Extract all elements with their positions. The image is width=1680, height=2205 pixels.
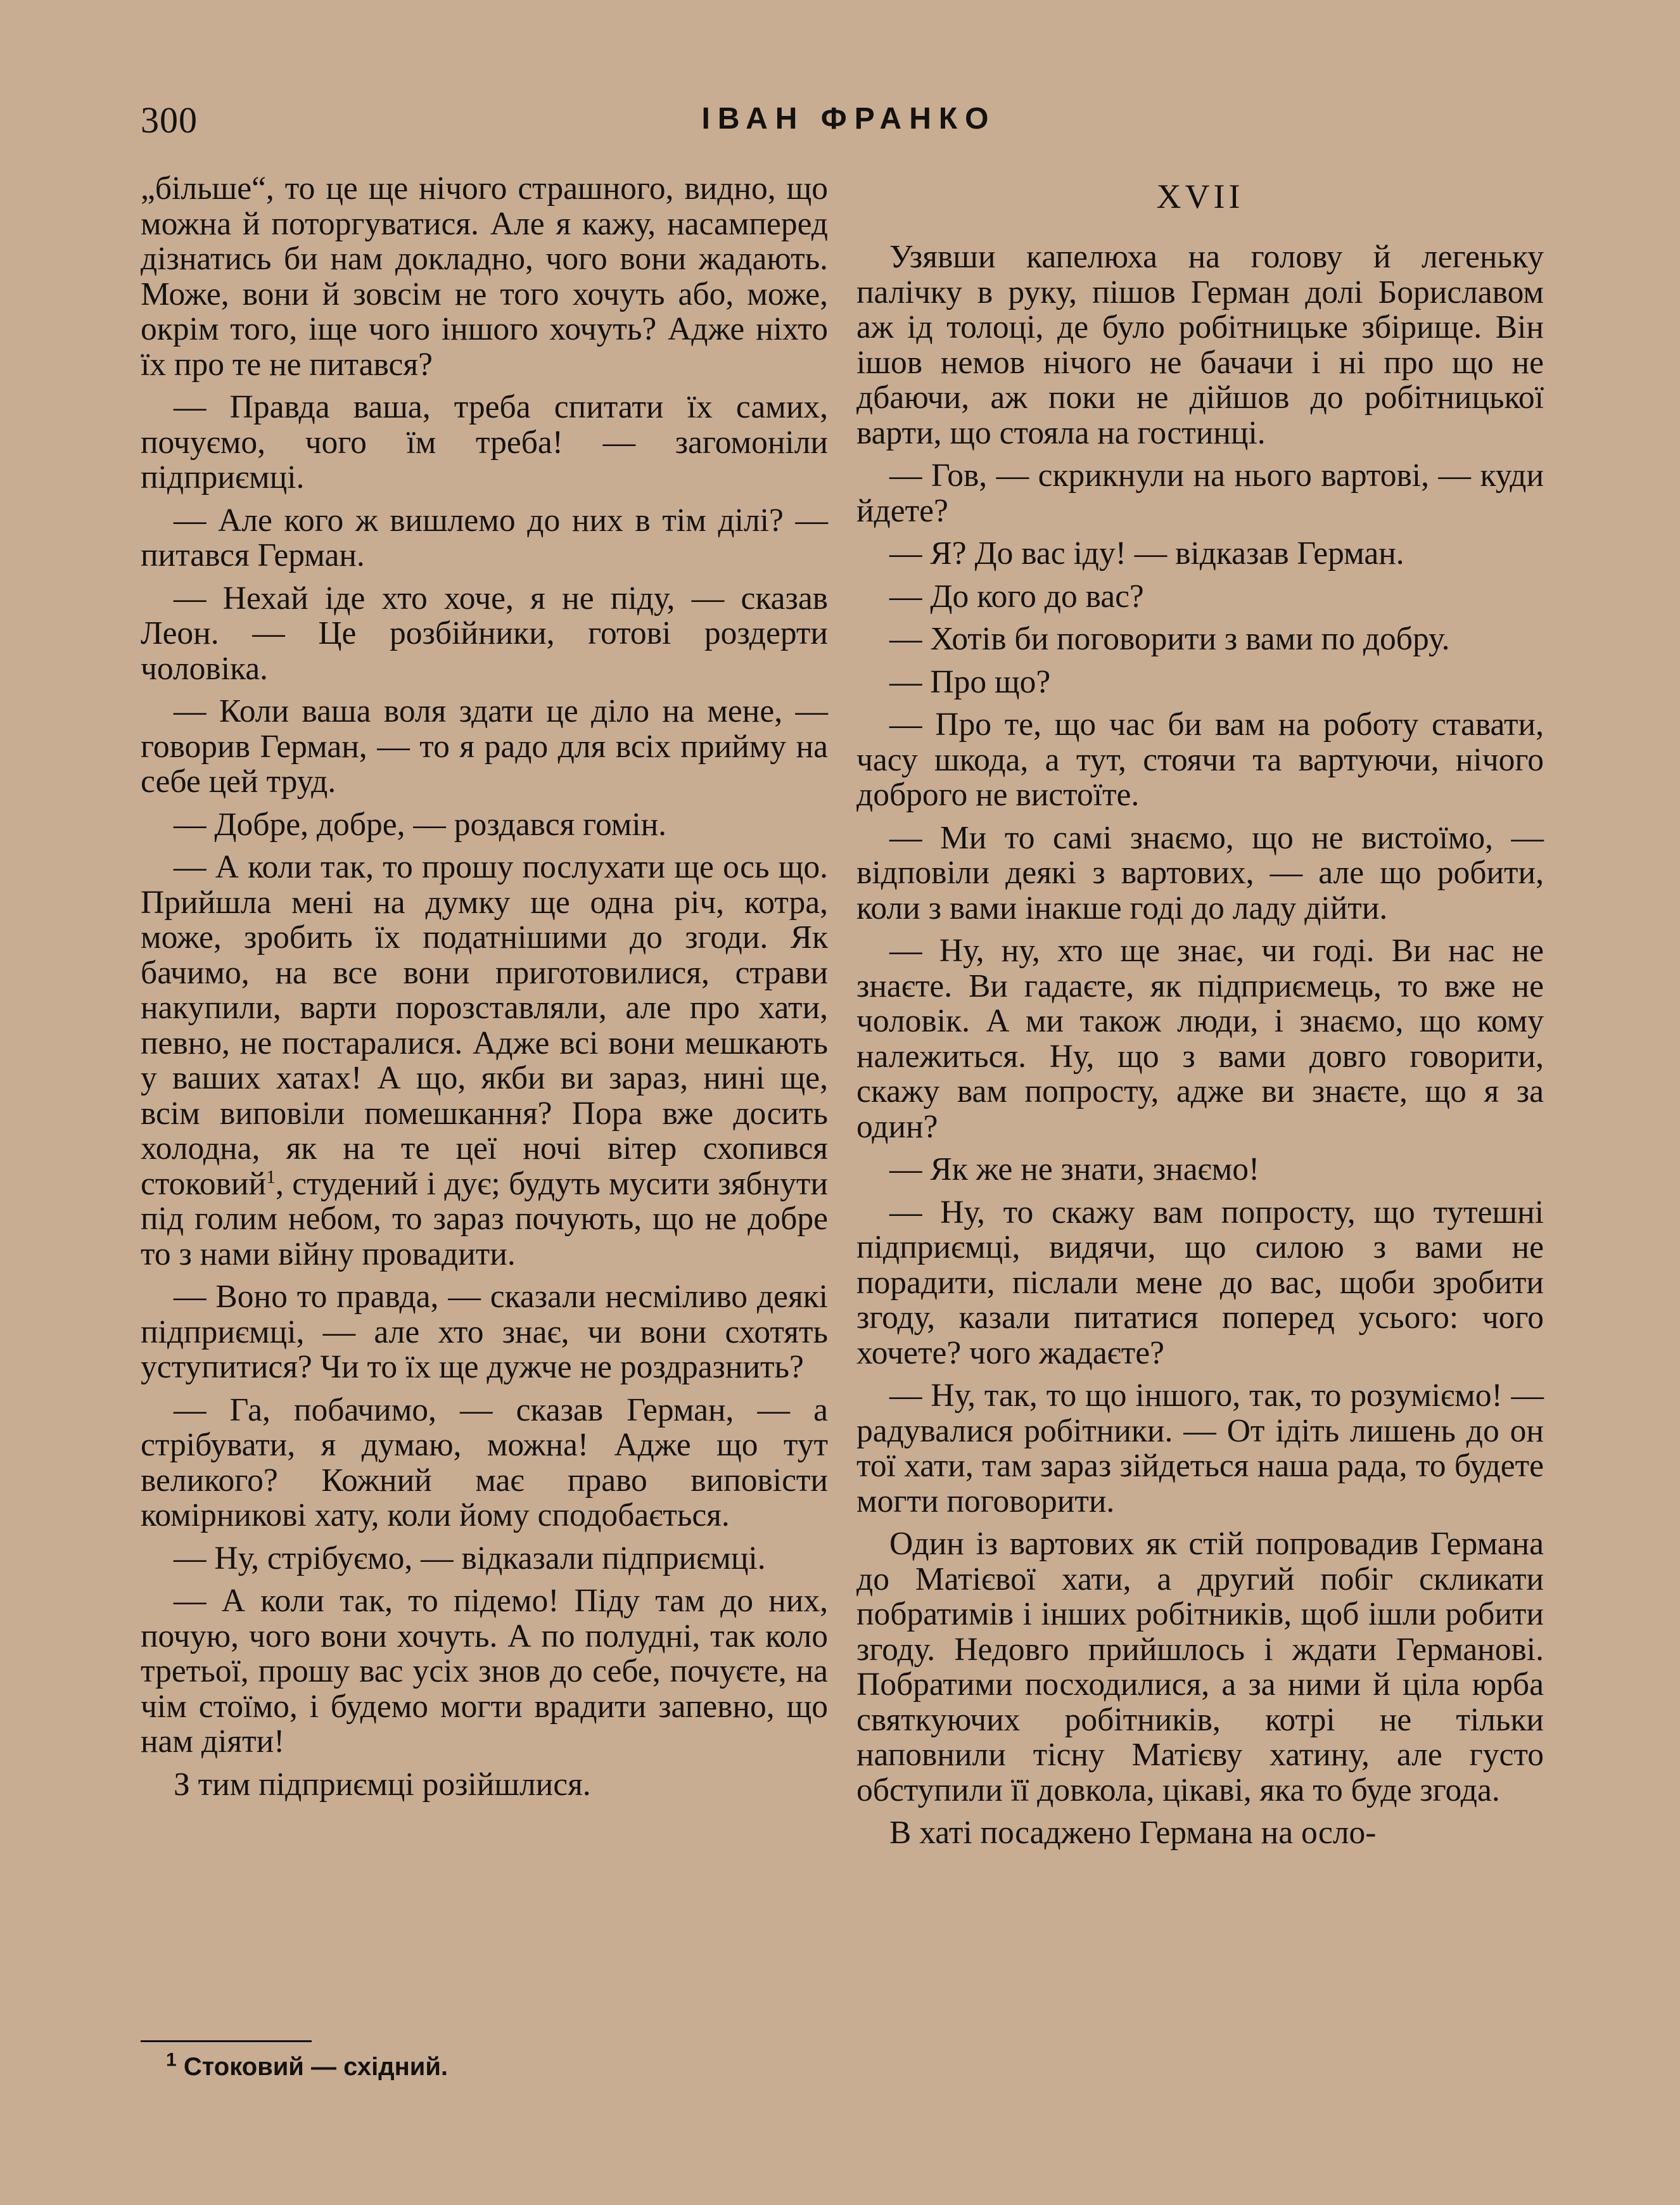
paragraph: — Га, побачимо, — сказав Герман, — а стрібувати, я думаю, можна! Адже що тут великого? Кожний має право виповісти комірникові хату, коли йому сподобається. [141,1391,828,1533]
paragraph: — До кого до вас? [889,578,1144,615]
footnote-reference: 1 [266,1166,276,1187]
paragraph: — Про те, що час би вам на роботу ставати, часу шкода, а тут, стоячи та вартуючи, нічого доброго не вистоїте. [856,706,1544,813]
right-column [856,179,1544,1858]
paragraph: — Але кого ж вишлемо до них в тім ділі? — питався Герман. [141,502,828,573]
paragraph: — Ми то самі знаємо, що не вистоїмо, — відповіли деякі з вартових, — але що робити, коли з вами інакше годі до ладу дійти. [856,819,1544,926]
left-column [141,171,828,1810]
footnote [166,2049,449,2081]
paragraph: — Гов, — скрикнули на нього вартові, — куди йдете? [856,457,1544,529]
paragraph-text: — А коли так, то прошу послухати ще ось що. Прийшла мені на думку ще одна річ, котра, може, зробить їх податнішими до згоди. Як бачимо, на все вони приготовилися, страви накупили, варти порозставляли, але про хати, певно, не постаралися. Адже всі вони мешкають у ваших хатах! А що, якби ви зараз, нині ще, всім виповіли помешкання? Пора вже досить холодна, як на те цеї ночі вітер схопився стоковий [141,849,828,1202]
footnote-text: Стоковий — східний. [183,2053,449,2081]
running-head-author: ІВАН ФРАНКО [701,102,996,136]
paragraph: — Ну, так, то що іншого, так, то розуміємо! — радувалися робітники. — От ідіть лишень до он тої хати, там зараз зійдеться наша рада, то будете могти поговорити. [856,1377,1544,1519]
footnote-divider [141,2040,312,2042]
paragraph: — Ну, ну, хто ще знає, чи годі. Ви нас не знаєте. Ви гадаєте, як підприємець, то вже не чоловік. А ми також люди, і знаємо, що кому належиться. Ну, що з вами довго говорити, скажу вам попросту, адже ви знаєте, що я за один? [856,933,1544,1145]
paragraph: „більше“, то це ще нічого страшного, видно, що можна й поторгуватися. Але я кажу, насамперед дізнатись би нам докладно, чого вони жадають. Може, вони й зовсім не того хочуть або, може, окрім того, іще чого іншого хочуть? Адже ніхто їх про те не питався? [141,170,828,383]
paragraph: З тим підприємці розійшлися. [174,1766,591,1803]
page-number: 300 [141,99,198,141]
paragraph: — Коли ваша воля здати це діло на мене, — говорив Герман, — то я радо для всіх прийму на себе цей труд. [141,693,828,800]
paragraph: Узявши капелюха на голову й легеньку палічку в руку, пішов Герман долі Бориславом аж ід толоці, де було робітницьке збірище. Він ішов немов нічого не бачачи і ні про що не дбаючи, аж поки не дійшов до робітницької варти, що стояла на гостинці. [856,239,1544,451]
paragraph-text: , студений і дує; будуть мусити зябнути під голим небом, то зараз почують, що не добре то з нами війну провадити. [141,1165,828,1272]
paragraph: — Нехай іде хто хоче, я не піду, — сказав Леон. — Це розбійники, готові роздерти чоловіка. [141,580,828,687]
paragraph: — Ну, то скажу вам попросту, що тутешні підприємці, видячи, що силою з вами не порадити, післали мене до вас, щоби зробити згоду, казали питатися поперед усього: чого хочете? чого жадаєте? [856,1194,1544,1371]
chapter-number: XVII [1156,177,1244,215]
paragraph: — Хотів би поговорити з вами по добру. [889,621,1450,657]
paragraph: — Добре, добре, — роздався гомін. [174,806,667,843]
paragraph [141,850,828,1272]
paragraph: Один із вартових як стій попровадив Германа до Матієвої хати, а другий побіг скликати побратимів і інших робітників, щоб ішли робити згоду. Недовго прийшлось і ждати Германові. Побратими посходилися, а за ними й ціла юрба святкуючих робітників, котрі не тільки наповнили тісну Матієву хатину, але густо обступили її довкола, цікаві, яка то буде згода. [856,1526,1544,1808]
paragraph: — Про що? [889,663,1051,700]
paragraph: — Як же не знати, знаємо! [889,1151,1260,1187]
paragraph: — Ну, стрібуємо, — відказали підприємці. [174,1540,766,1576]
paragraph: — Правда ваша, треба спитати їх самих, почуємо, чого їм треба! — загомоніли підприємці. [141,389,828,495]
paragraph: — А коли так, то підемо! Піду там до них, почую, чого вони хочуть. А по полудні, так коло третьої, прошу вас усіх знов до себе, почуєте, на чім стоїмо, і будемо могти врадити запевно, що нам діяти! [141,1583,828,1760]
paragraph: В хаті посаджено Германа на осло- [889,1815,1377,1851]
paragraph: — Я? До вас іду! — відказав Герман. [889,535,1404,572]
footnote-mark: 1 [166,2049,177,2071]
paragraph: — Воно то правда, — сказали несміливо деякі підприємці, — але хто знає, чи вони схотять уступитися? Чи то їх ще дужче не роздразнить? [141,1279,828,1385]
